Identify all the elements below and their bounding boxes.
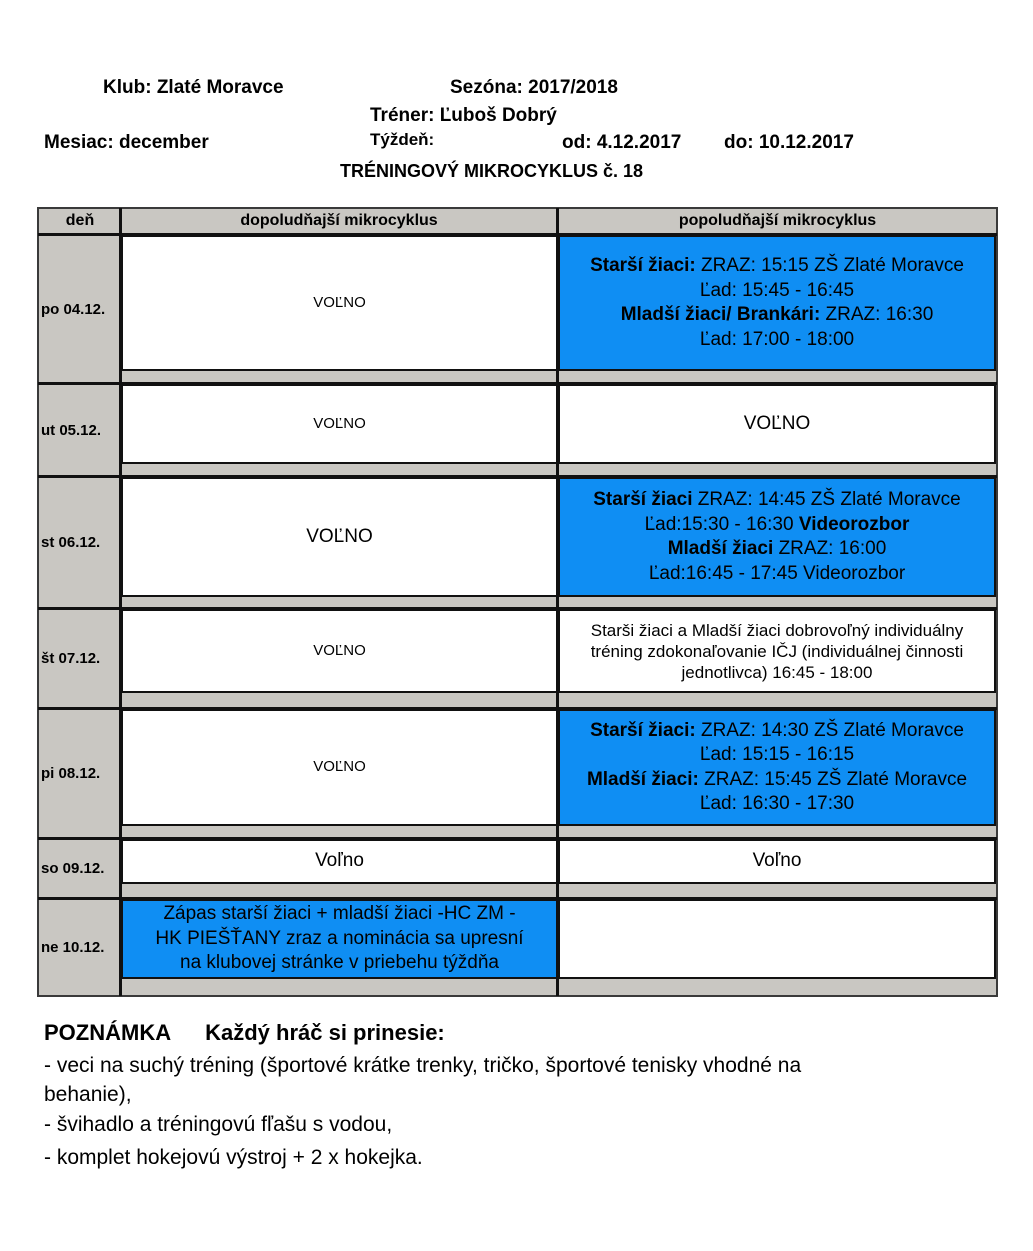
- day-label: ut 05.12.: [41, 421, 102, 439]
- day-label: pi 08.12.: [41, 765, 101, 782]
- morning-cell: [121, 477, 558, 597]
- afternoon-cell: [558, 839, 996, 884]
- morning-text: Voľno: [315, 850, 364, 872]
- afternoon-cell: [558, 609, 996, 693]
- morning-text: VOĽNO: [313, 758, 366, 776]
- day-label: so 09.12.: [41, 860, 105, 877]
- afternoon-text: Starší žiaci: ZRAZ: 14:30 ZŠ Zlaté Moravce Ľad: 15:15 - 16:15 Mladší žiaci: ZRAZ: 15:45 ZŠ Zlaté Moravce Ľad: 16:30 - 17:30: [586, 719, 968, 814]
- morning-cell: [121, 839, 558, 884]
- note-heading: Každý hráč si prinesie:: [205, 1020, 445, 1045]
- week-label: Týždeň:: [370, 130, 435, 149]
- afternoon-cell: [558, 477, 996, 597]
- note-line: - komplet hokejovú výstroj + 2 x hokejka.: [44, 1146, 423, 1169]
- morning-cell: [121, 384, 558, 464]
- morning-cell: [121, 235, 558, 371]
- note-header: [44, 1018, 445, 1047]
- coach: Tréner: Ľuboš Dobrý: [370, 105, 557, 126]
- page-title: TRÉNINGOVÝ MIKROCYKLUS č. 18: [340, 161, 644, 181]
- afternoon-cell: [558, 235, 996, 371]
- club-name: Klub: Zlaté Moravce: [103, 77, 284, 98]
- note-label: POZNÁMKA: [44, 1020, 172, 1045]
- morning-text: VOĽNO: [313, 293, 366, 311]
- morning-cell: [121, 609, 558, 693]
- col-header-afternoon: popoludňajší mikrocyklus: [678, 212, 877, 229]
- afternoon-cell: [558, 709, 996, 826]
- note-line: - veci na suchý tréning (športové krátke trenky, tričko, športové tenisky vhodné na: [44, 1054, 802, 1077]
- morning-cell: [121, 709, 558, 826]
- afternoon-text: Starší žiaci: ZRAZ: 15:15 ZŠ Zlaté Moravce Ľad: 15:45 - 16:45 Mladší žiaci/ Brankári: ZRAZ: 16:30 Ľad: 17:00 - 18:00: [590, 255, 964, 350]
- morning-text: VOĽNO: [313, 641, 366, 659]
- week-to: do: 10.12.2017: [724, 132, 854, 153]
- morning-text: VOĽNO: [313, 414, 366, 432]
- morning-text: VOĽNO: [306, 525, 373, 547]
- morning-cell: [121, 899, 558, 979]
- day-label: št 07.12.: [41, 650, 101, 667]
- morning-text: Zápas starší žiaci + mladší žiaci -HC ZM - HK PIEŠŤANY zraz a nominácia sa upresní na klubovej stránke v priebehu týždňa: [155, 903, 524, 974]
- note-line: - švihadlo a tréningovú fľašu s vodou,: [44, 1113, 393, 1136]
- season: Sezóna: 2017/2018: [450, 77, 618, 98]
- col-header-morning: dopoludňajší mikrocyklus: [240, 212, 438, 229]
- afternoon-text: Voľno: [752, 850, 802, 872]
- afternoon-text: Starši žiaci a Mladší žiaci dobrovoľný individuálny tréning zdokonaľovanie IČJ (individuálnej činnosti jednotlivca) 16:45 - 18:00: [590, 620, 964, 682]
- afternoon-cell: [558, 899, 996, 979]
- col-header-day: deň: [65, 212, 95, 229]
- month: Mesiac: december: [44, 132, 209, 153]
- week-from: od: 4.12.2017: [562, 132, 682, 153]
- note-line: behanie),: [44, 1083, 132, 1106]
- day-label: st 06.12.: [41, 534, 101, 551]
- day-label: ne 10.12.: [41, 939, 105, 956]
- afternoon-text: VOĽNO: [743, 412, 811, 434]
- day-label: po 04.12.: [41, 300, 106, 318]
- afternoon-cell: [558, 384, 996, 464]
- afternoon-text: Starší žiaci ZRAZ: 14:45 ZŠ Zlaté Moravce Ľad:15:30 - 16:30 Videorozbor Mladší žiaci ZRAZ: 16:00 Ľad:16:45 - 17:45 Videorozbor: [593, 489, 961, 584]
